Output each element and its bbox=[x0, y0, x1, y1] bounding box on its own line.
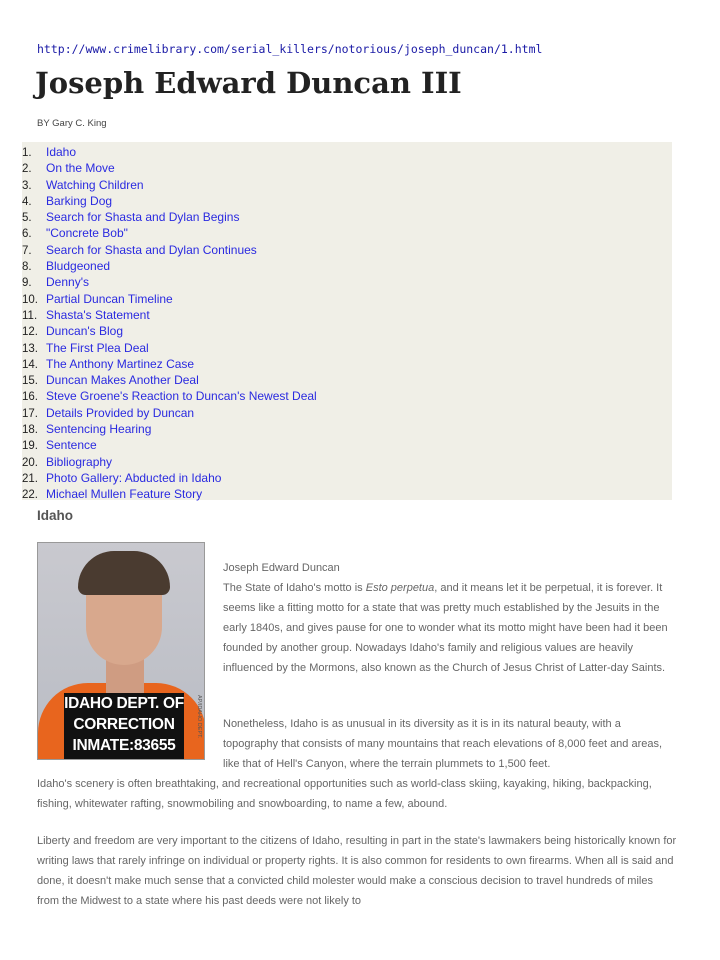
photo-hair bbox=[78, 551, 170, 595]
inmate-placard bbox=[64, 693, 184, 759]
toc-item-link[interactable]: Bludgeoned bbox=[46, 259, 111, 274]
toc-item bbox=[22, 258, 672, 274]
placard-line-1: IDAHO DEPT. OF bbox=[64, 695, 184, 712]
toc-item-link[interactable]: Sentence bbox=[46, 438, 97, 453]
byline: BY Gary C. King bbox=[37, 118, 107, 129]
toc-item-link[interactable]: Photo Gallery: Abducted in Idaho bbox=[46, 470, 222, 485]
toc-item-number: 12. bbox=[22, 326, 38, 339]
placard-line-3: INMATE:83655 bbox=[72, 737, 176, 754]
toc-item bbox=[22, 454, 672, 470]
toc-item bbox=[22, 388, 672, 404]
toc-item bbox=[22, 405, 672, 421]
toc-item-number: 2. bbox=[22, 163, 32, 176]
toc-item-number: 15. bbox=[22, 375, 38, 388]
toc-item bbox=[22, 193, 672, 209]
toc-list bbox=[22, 142, 672, 503]
motto-italic: Esto perpetua bbox=[365, 582, 435, 594]
toc-item-link[interactable]: Michael Mullen Feature Story bbox=[46, 487, 203, 502]
toc-item bbox=[22, 209, 672, 225]
toc-item-link[interactable]: Barking Dog bbox=[46, 193, 113, 208]
toc-item-number: 19. bbox=[22, 440, 38, 453]
toc-item-link[interactable]: Duncan's Blog bbox=[46, 324, 124, 339]
toc-item-link[interactable]: Idaho bbox=[46, 145, 77, 159]
toc-item-link[interactable]: The First Plea Deal bbox=[46, 340, 149, 355]
toc-item bbox=[22, 437, 672, 453]
toc-item bbox=[22, 323, 672, 339]
toc-item bbox=[22, 470, 672, 486]
toc-item bbox=[22, 242, 672, 258]
photo-credit: AP/IDAHO DEPT. bbox=[196, 695, 202, 739]
toc-item bbox=[22, 274, 672, 290]
toc-item-link[interactable]: Details Provided by Duncan bbox=[46, 405, 195, 420]
toc-item-link[interactable]: The Anthony Martinez Case bbox=[46, 356, 195, 371]
toc-item-link[interactable]: Search for Shasta and Dylan Begins bbox=[46, 210, 240, 225]
toc-item-number: 9. bbox=[22, 277, 32, 290]
toc-item-number: 13. bbox=[22, 342, 38, 355]
toc-item bbox=[22, 144, 672, 160]
toc-item-number: 16. bbox=[22, 391, 38, 404]
table-of-contents bbox=[22, 142, 672, 500]
toc-item-link[interactable]: Watching Children bbox=[46, 177, 144, 192]
toc-item-number: 22. bbox=[22, 489, 38, 502]
toc-item-link[interactable]: On the Move bbox=[46, 161, 115, 176]
toc-item bbox=[22, 356, 672, 372]
toc-item-link[interactable]: Duncan Makes Another Deal bbox=[46, 373, 199, 388]
toc-item bbox=[22, 307, 672, 323]
paragraph-2: Nonetheless, Idaho is as unusual in its diversity as it is in its natural beauty, with a topography that consists of many mountains that reach elevations of 8,000 feet and areas, like that of Hell's Canyon, where the terrain plummets to 1,500 feet. bbox=[223, 718, 663, 770]
toc-item-number: 7. bbox=[22, 244, 32, 257]
toc-item bbox=[22, 177, 672, 193]
toc-item-link[interactable]: Steve Groene's Reaction to Duncan's Newest Deal bbox=[46, 389, 317, 404]
toc-item bbox=[22, 340, 672, 356]
toc-item-link[interactable]: Shasta's Statement bbox=[46, 307, 150, 322]
toc-item bbox=[22, 160, 672, 176]
page-url-link[interactable]: http://www.crimelibrary.com/serial_killers/notorious/joseph_duncan/1.html bbox=[37, 42, 543, 56]
paragraph-2-continued: Idaho's scenery is often breathtaking, and recreational opportunities such as world-class skiing, kayaking, hiking, backpacking, fishing, whitewater rafting, snowmobiling and snowboarding, to name a few, abound. bbox=[37, 778, 652, 810]
toc-item-number: 21. bbox=[22, 472, 38, 485]
paragraph-1 bbox=[223, 578, 675, 678]
toc-item-number: 5. bbox=[22, 212, 32, 225]
photo-caption: Joseph Edward Duncan bbox=[223, 562, 340, 574]
toc-item-number: 20. bbox=[22, 456, 38, 469]
toc-item-number: 17. bbox=[22, 407, 38, 420]
section-heading: Idaho bbox=[37, 508, 73, 523]
toc-item-number: 18. bbox=[22, 424, 38, 437]
toc-item-number: 8. bbox=[22, 261, 32, 274]
paragraph-1-end: , and it means let it be perpetual, it is forever. It seems like a fitting motto for a state that was pretty much established by the Jesuits in the early 1840s, and gives pause for one to wonder what its motto might have been had it been founded by another group. Nowadays Idaho's family and religious values are heavily influenced by the Mormons, also known as the Church of Jesus Christ of Latter-day Saints. bbox=[223, 582, 668, 674]
toc-item-link[interactable]: Bibliography bbox=[46, 454, 113, 469]
paragraph-3: Liberty and freedom are very important to the citizens of Idaho, resulting in part in the state's lawmakers being historically known for writing laws that rarely infringe on individual or property rights. It is also common for residents to own firearms. When all is said and done, it doesn't make much sense that a convicted child molester would make a conscious decision to travel hundreds of miles from the Midwest to a state where his past deeds were not likely to bbox=[37, 835, 677, 907]
toc-item-link[interactable]: Search for Shasta and Dylan Continues bbox=[46, 242, 257, 257]
placard-line-2: CORRECTION bbox=[73, 716, 175, 733]
toc-item-number: 14. bbox=[22, 358, 38, 371]
toc-item-link[interactable]: Denny's bbox=[46, 275, 89, 290]
toc-item-link[interactable]: Partial Duncan Timeline bbox=[46, 291, 173, 306]
toc-item-number: 4. bbox=[22, 195, 32, 208]
toc-item-number: 11. bbox=[22, 309, 38, 322]
toc-item bbox=[22, 372, 672, 388]
toc-item-number: 6. bbox=[22, 228, 32, 241]
toc-item-link[interactable]: "Concrete Bob" bbox=[46, 226, 128, 241]
toc-item-number: 3. bbox=[22, 179, 32, 192]
toc-item-number: 10. bbox=[22, 293, 38, 306]
toc-item bbox=[22, 225, 672, 241]
paragraph-1-start: The State of Idaho's motto is bbox=[223, 582, 366, 594]
toc-item bbox=[22, 421, 672, 437]
page-title: Joseph Edward Duncan III bbox=[35, 66, 462, 100]
mugshot-photo bbox=[37, 542, 205, 760]
toc-item-number: 1. bbox=[22, 147, 32, 159]
toc-item-link[interactable]: Sentencing Hearing bbox=[46, 422, 152, 437]
toc-item bbox=[22, 486, 672, 502]
toc-item bbox=[22, 291, 672, 307]
